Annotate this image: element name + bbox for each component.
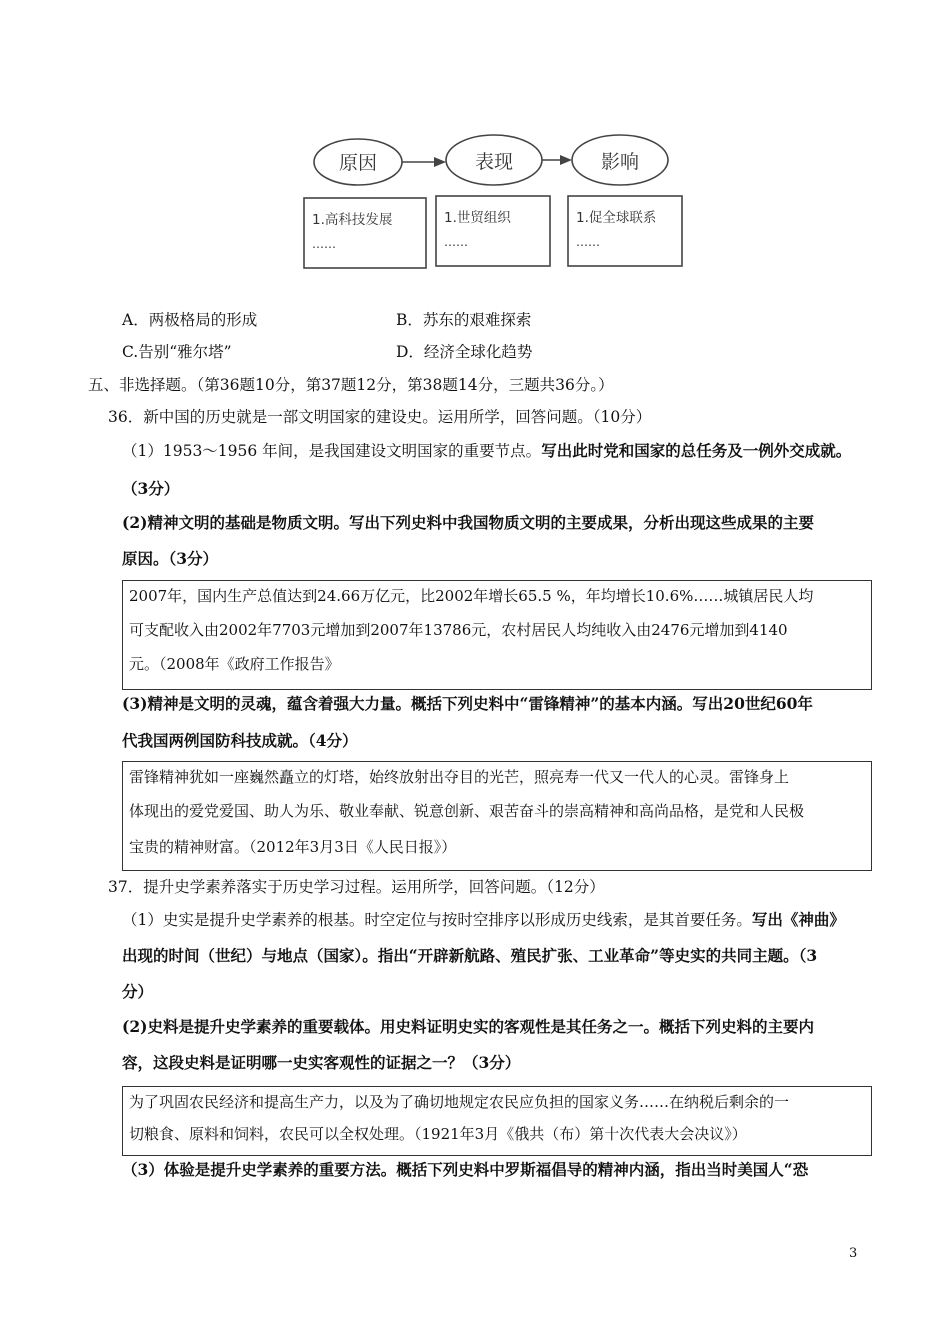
source-line: 可支配收入由2002年7703元增加到2007年13786元，农村居民人均纯收入由2476元增加到4140: [129, 621, 788, 639]
q36-part1: [122, 440, 950, 462]
q37-part3: （3）体验是提升史学素养的重要方法。概括下列史料中罗斯福倡导的精神内涵，指出当时美国人“恐: [122, 1160, 809, 1179]
source-line: 雷锋精神犹如一座巍然矗立的灯塔，始终放射出夺目的光芒，照亮寿一代又一代人的心灵。雷锋身上: [129, 768, 790, 786]
q37-part1-text: （1）史实是提升史学素养的根基。时空定位与按时空排序以形成历史线索，是其首要任务。: [122, 911, 752, 929]
node-label: 影响: [600, 151, 640, 173]
option-b: B．苏东的艰难探索: [396, 311, 532, 329]
arrow-icon: [434, 157, 446, 167]
q36-part3-cont: 代我国两例国防科技成就。（4分）: [122, 731, 358, 750]
arrow-icon: [560, 155, 572, 165]
q37-stem: 37．提升史学素养落实于历史学习过程。运用所学，回答问题。（12分）: [108, 878, 605, 896]
source-line: 体现出的爱党爱国、助人为乐、敬业奉献、锐意创新、艰苦奋斗的崇高精神和高尚品格，是党和人民极: [129, 802, 805, 820]
option-d: D．经济全球化趋势: [396, 343, 533, 361]
box-impact: [568, 196, 682, 266]
q37-part1-task: 写出《神曲》: [751, 910, 845, 929]
box-text: 1.促全球联系: [576, 210, 657, 226]
q36-part2-cont: 原因。（3分）: [122, 549, 219, 568]
source-box-3: [122, 1086, 872, 1156]
q36-part1-task: 写出此时党和国家的总任务及一例外交成就。: [541, 441, 852, 460]
box-text: ……: [312, 237, 336, 251]
node-label: 表现: [474, 151, 514, 173]
box-manifestation: [436, 196, 550, 266]
box-text: 1.世贸组织: [444, 210, 511, 226]
q37-part1-cont: 出现的时间（世纪）与地点（国家）。指出“开辟新航路、殖民扩张、工业革命”等史实的共同主题。（3: [122, 946, 818, 965]
q36-part1-text: （1）1953～1956 年间，是我国建设文明国家的重要节点。: [122, 442, 542, 460]
option-a: A．两极格局的形成: [122, 311, 258, 329]
section-heading: 五、非选择题。（第36题10分，第37题12分，第38题14分，三题共36分。）: [88, 376, 614, 394]
box-text: ……: [444, 235, 468, 249]
q37-part2-cont: 容，这段史料是证明哪一史实客观性的证据之一？（3分）: [122, 1053, 521, 1072]
source-line: 切粮食、原料和饲料，农民可以全权处理。（1921年3月《俄共（布）第十次代表大会决议》）: [129, 1125, 747, 1143]
q36-part2: (2)精神文明的基础是物质文明。写出下列史料中我国物质文明的主要成果，分析出现这些成果的主要: [122, 513, 814, 532]
q36-part1-score: （3分）: [122, 479, 180, 498]
box-text: 1.高科技发展: [312, 212, 393, 228]
q37-part1: [122, 909, 950, 931]
q37-part2: (2)史料是提升史学素养的重要载体。用史料证明史实的客观性是其任务之一。概括下列史料的主要内: [122, 1017, 814, 1036]
source-line: 元。（2008年《政府工作报告》: [129, 655, 340, 673]
source-box-1: [122, 580, 872, 690]
source-line: 宝贵的精神财富。（2012年3月3日《人民日报》）: [129, 838, 457, 856]
box-cause: [304, 198, 426, 268]
option-c: C.告别“雅尔塔”: [122, 343, 232, 361]
page-number: 3: [849, 1246, 858, 1261]
node-label: 原因: [338, 152, 378, 174]
q37-part1-cont2: 分）: [122, 982, 154, 1001]
source-box-2: [122, 761, 872, 871]
q36-part3: (3)精神是文明的灵魂，蕴含着强大力量。概括下列史料中“雷锋精神”的基本内涵。写出20世纪60年: [122, 694, 813, 713]
q36-stem: 36．新中国的历史就是一部文明国家的建设史。运用所学，回答问题。（10分）: [108, 408, 652, 426]
globalization-flow-diagram: [298, 130, 688, 272]
box-text: ……: [576, 235, 600, 249]
source-line: 2007年，国内生产总值达到24.66万亿元，比2002年增长65.5 %，年均增长10.6%……城镇居民人均: [129, 587, 814, 605]
source-line: 为了巩固农民经济和提高生产力，以及为了确切地规定农民应负担的国家义务……在纳税后剩余的一: [129, 1093, 790, 1111]
